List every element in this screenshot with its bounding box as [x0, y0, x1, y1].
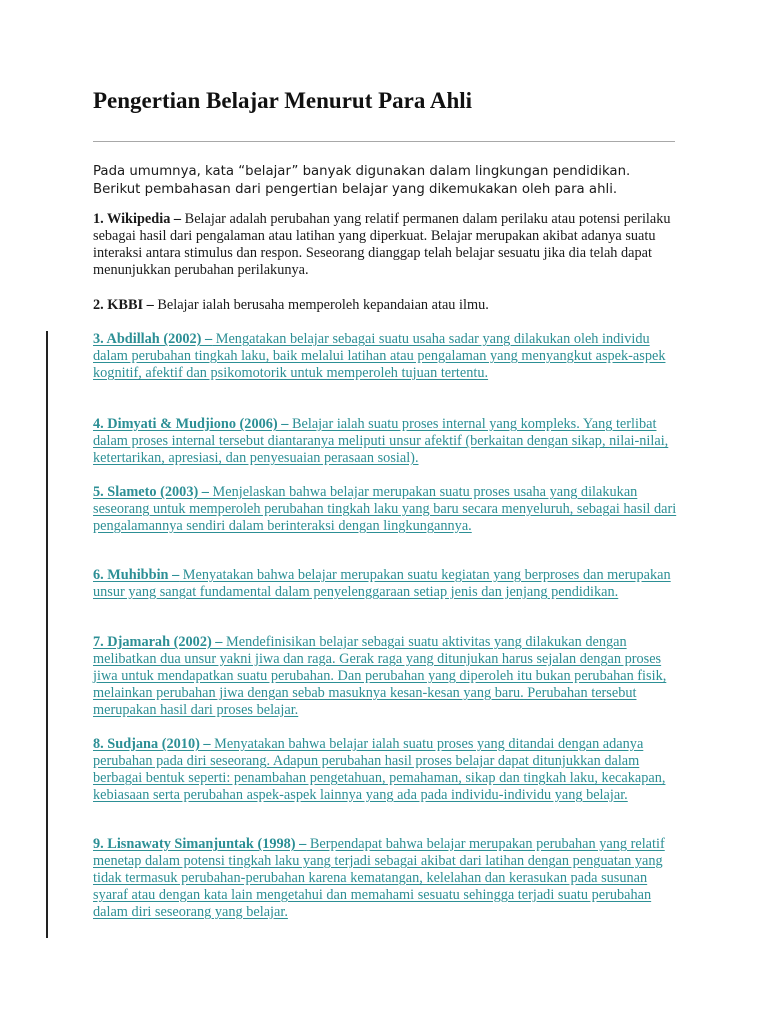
entry-text: Belajar ialah berusaha memperoleh kepandaian atau ilmu.	[153, 297, 489, 313]
entry-text: Menyatakan bahwa belajar merupakan suatu kegiatan yang berproses dan merupakan unsur yang sangat fundamental dalam penyelenggaraan setiap jenis dan jenjang pendidikan.	[93, 567, 671, 600]
entry-heading: 7. Djamarah (2002) –	[93, 634, 223, 650]
entry-heading: 6. Muhibbin –	[93, 567, 180, 583]
entry-link-lisnawaty-simanjuntak[interactable]	[93, 836, 683, 921]
entry-heading: 3. Abdillah (2002) –	[93, 331, 213, 347]
entry-text: Mendefinisikan belajar sebagai suatu aktivitas yang dilakukan dengan melibatkan dua unsur yakni jiwa dan raga. Gerak raga yang ditunjukan harus sejalan dengan proses jiwa untuk mendapatkan suatu perubahan. Dan perubahan yang diperoleh itu bukan perubahan fisik, melainkan perubahan jiwa dengan sebab masuknya kesan-kesan yang baru. Perubahan tersebut merupakan hasil dari proses belajar.	[93, 634, 667, 718]
entry-text: Berpendapat bahwa belajar merupakan perubahan yang relatif menetap dalam potensi tingkah laku yang terjadi sebagai akibat dari latihan dengan penguatan yang tidak termasuk perubahan-perubahan karena kematangan, kelelahan dan kerasukan pada susunan syaraf atau dengan kata lain mengetahui dan memahami sesuatu sehingga terjadi suatu perubahan dalam diri seseorang yang belajar.	[93, 836, 665, 920]
title-divider	[93, 141, 675, 142]
entry-text: Menjelaskan bahwa belajar merupakan suatu proses usaha yang dilakukan seseorang untuk memperoleh perubahan tingkah laku yang baru secara menyeluruh, sebagai hasil dari pengalamannya sendiri dalam berinteraksi dengan lingkungannya.	[93, 484, 677, 534]
margin-change-bar	[46, 331, 48, 938]
entry-link-abdillah[interactable]	[93, 331, 683, 382]
intro-paragraph: Pada umumnya, kata “belajar” banyak digunakan dalam lingkungan pendidikan. Berikut pembahasan dari pengertian belajar yang dikemukakan oleh para ahli.	[93, 164, 631, 197]
entry-text: Belajar adalah perubahan yang relatif permanen dalam perilaku atau potensi perilaku sebagai hasil dari pengalaman atau latihan yang diperkuat. Belajar merupakan akibat adanya suatu interaksi antara stimulus dan respon. Seseorang dianggap telah belajar sesuatu jika dia telah dapat menunjukkan perubahan perilakunya.	[93, 211, 671, 278]
entry-wikipedia	[93, 211, 683, 279]
entry-heading: 5. Slameto (2003) –	[93, 484, 209, 500]
entry-link-dimyati-mudjiono[interactable]	[93, 416, 683, 467]
entry-link-slameto[interactable]	[93, 484, 683, 535]
entry-text: Mengatakan belajar sebagai suatu usaha sadar yang dilakukan oleh individu dalam perubahan tingkah laku, baik melalui latihan atau pengalaman yang menyangkut aspek-aspek kognitif, afektif dan psikomotorik untuk memperoleh tujuan tertentu.	[93, 331, 666, 381]
entry-text: Menyatakan bahwa belajar ialah suatu proses yang ditandai dengan adanya perubahan pada diri seseorang. Adapun perubahan hasil proses belajar dapat ditunjukkan dalam berbagai bentuk seperti: penambahan pengetahuan, pemahaman, sikap dan tingkah laku, kecakapan, kebiasaan serta perubahan aspek-aspek lainnya yang ada pada individu-individu yang belajar.	[93, 736, 666, 803]
entry-kbbi	[93, 297, 683, 314]
entry-heading: 2. KBBI –	[93, 297, 154, 313]
entry-link-muhibbin[interactable]	[93, 567, 683, 601]
document-title: Pengertian Belajar Menurut Para Ahli	[93, 88, 473, 113]
entry-heading: 9. Lisnawaty Simanjuntak (1998) –	[93, 836, 307, 852]
entry-text: Belajar ialah suatu proses internal yang kompleks. Yang terlibat dalam proses internal tersebut diantaranya meliputi unsur afektif (berkaitan dengan sikap, nilai-nilai, ketertarikan, apresiasi, dan penyesuaian perasaan sosial).	[93, 416, 669, 466]
entry-link-sudjana[interactable]	[93, 736, 683, 804]
entry-heading: 4. Dimyati & Mudjiono (2006) –	[93, 416, 289, 432]
entry-heading: 1. Wikipedia –	[93, 211, 182, 227]
entry-heading: 8. Sudjana (2010) –	[93, 736, 211, 752]
entry-link-djamarah[interactable]	[93, 634, 683, 719]
